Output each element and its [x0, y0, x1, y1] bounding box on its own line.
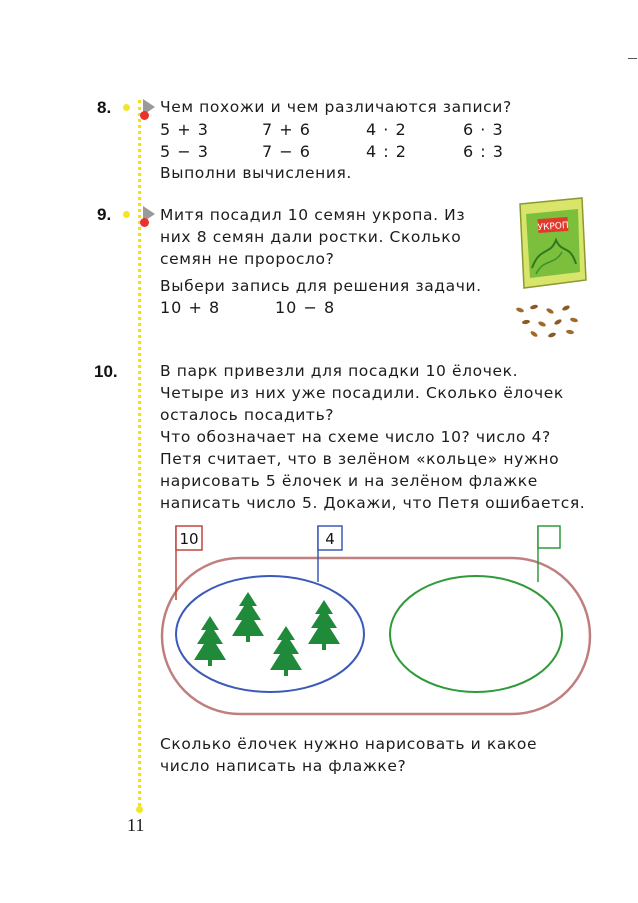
task-8-expr-r2-1: 5 − 3	[160, 142, 209, 161]
task-10-line-2: Четыре из них уже посадили. Сколько ёлочек	[160, 384, 564, 402]
fir-tree-icon	[308, 600, 340, 650]
task-8-expr-r2-2: 7 − 6	[262, 142, 311, 161]
task-10-line-6: нарисовать 5 ёлочек и на зелёном флажке	[160, 472, 538, 490]
task-8-expr-r1-1: 5 + 3	[160, 120, 209, 139]
flag-total-label: 10	[179, 530, 199, 548]
task-9-bead	[123, 211, 130, 218]
task-9-line-3: семян не проросло?	[160, 250, 335, 268]
corner-mark	[628, 58, 637, 59]
task-10-final-line-1: Сколько ёлочек нужно нарисовать и какое	[160, 735, 538, 753]
ring-scheme-diagram	[160, 520, 610, 730]
flag-unknown-box	[538, 526, 560, 548]
task-8-question: Чем похожи и чем различаются записи?	[160, 98, 512, 116]
seeds-illustration	[512, 302, 592, 342]
task-8-expr-r1-2: 7 + 6	[262, 120, 311, 139]
fir-tree-icon	[194, 616, 226, 666]
task-10-line-1: В парк привезли для посадки 10 ёлочек.	[160, 362, 519, 380]
task-8-expr-r2-4: 6 : 3	[463, 142, 504, 161]
fir-tree-icon	[232, 592, 264, 642]
page-number: 11	[127, 815, 145, 835]
flag-part-label: 4	[325, 530, 335, 548]
dill-seed-packet-illustration	[510, 196, 590, 296]
task-9-option-2: 10 − 8	[275, 298, 336, 317]
margin-dotted-rail	[138, 100, 141, 812]
task-9-number: 9.	[97, 205, 112, 224]
task-10-number: 10.	[94, 362, 118, 381]
task-10-line-5: Петя считает, что в зелёном «кольце» нужно	[160, 450, 560, 468]
outer-ring	[162, 558, 590, 714]
task-10-final-line-2: число написать на флажке?	[160, 757, 407, 775]
task-10-line-3: осталось посадить?	[160, 406, 335, 424]
task-9-red-dot-icon	[140, 218, 149, 227]
task-10-line-4: Что обозначает на схеме число 10? число 4?	[160, 428, 551, 446]
task-8-number: 8.	[97, 98, 112, 117]
task-8-expr-r1-4: 6 · 3	[463, 120, 504, 139]
green-part-ellipse	[390, 576, 562, 692]
task-9-question: Выбери запись для решения задачи.	[160, 277, 482, 295]
rail-end-bead	[136, 806, 143, 813]
fir-tree-icon	[270, 626, 302, 676]
task-9-option-1: 10 + 8	[160, 298, 221, 317]
task-9-line-2: них 8 семян дали ростки. Сколько	[160, 228, 462, 246]
seed-packet-label: УКРОП	[537, 220, 570, 234]
task-8-bead	[123, 104, 130, 111]
task-8-instruction: Выполни вычисления.	[160, 164, 352, 182]
task-9-line-1: Митя посадил 10 семян укропа. Из	[160, 206, 466, 224]
task-8-red-dot-icon	[140, 111, 149, 120]
task-8-expr-r2-3: 4 : 2	[366, 142, 407, 161]
task-8-expr-r1-3: 4 · 2	[366, 120, 407, 139]
task-10-line-7: написать число 5. Докажи, что Петя ошибается.	[160, 494, 586, 512]
